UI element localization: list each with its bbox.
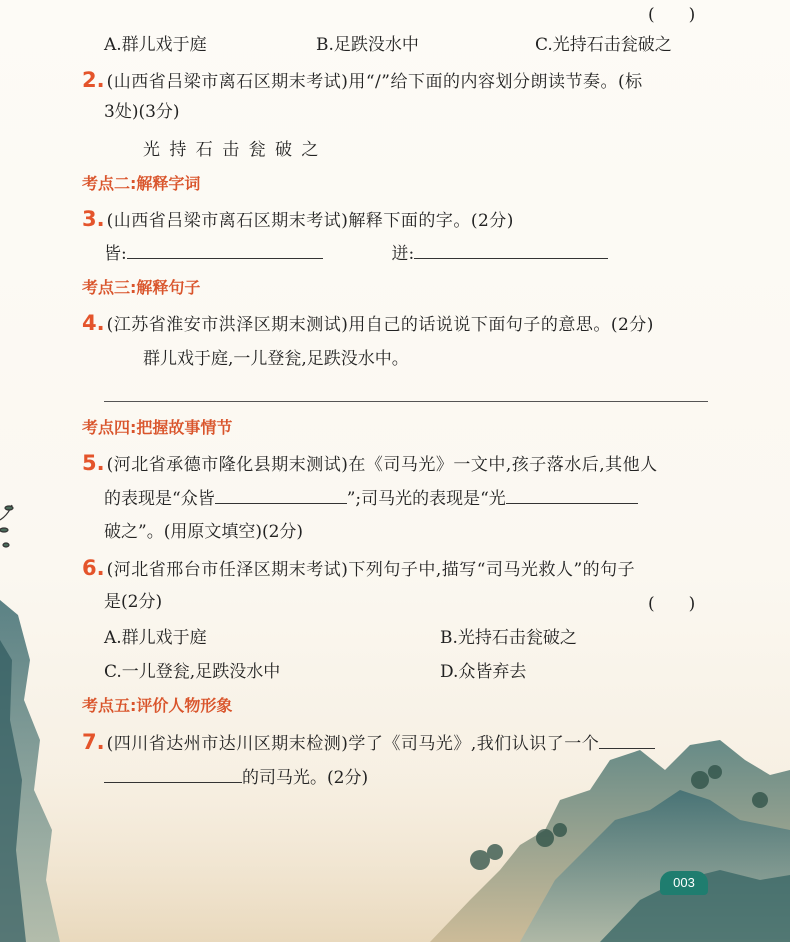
question-2-passage: 光 持 石 击 瓮 破 之 (143, 140, 321, 160)
question-text: 的司马光。(2分) (242, 768, 369, 788)
question-number: 5. (82, 451, 105, 475)
section-heading-5: 考点五:评价人物形象 (82, 696, 233, 715)
question-4-passage: 群儿戏于庭,一儿登瓮,足跌没水中。 (143, 349, 409, 369)
section-heading-3: 考点三:解释句子 (82, 278, 201, 297)
q1-option-c: C.光持石击瓮破之 (535, 35, 672, 55)
answer-paren-q1: ( ) (648, 5, 696, 25)
answer-blank-q7a[interactable] (599, 730, 655, 749)
q1-option-b: B.足跌没水中 (316, 35, 419, 55)
question-6-line1 (82, 555, 635, 583)
question-5-line3: 破之”。(用原文填空)(2分) (104, 522, 304, 542)
question-number: 6. (82, 556, 105, 580)
answer-blank-q7b[interactable] (104, 764, 242, 783)
question-text: (河北省承德市隆化县期末测试)在《司马光》一文中,孩子落水后,其他人 (106, 455, 658, 475)
answer-blank-beng[interactable] (414, 240, 608, 259)
answer-blank-guang[interactable] (506, 485, 638, 504)
question-5-line1 (82, 450, 658, 478)
question-text: (山西省吕梁市离石区期末考试)用“/”给下面的内容划分朗读节奏。(标 (106, 72, 643, 92)
question-2-line1 (82, 67, 643, 95)
question-2-line2: 3处)(3分) (104, 102, 180, 122)
question-4-line1 (82, 310, 654, 338)
section-heading-4: 考点四:把握故事情节 (82, 418, 233, 437)
question-3-line1 (82, 206, 514, 234)
question-6-line2: 是(2分) (104, 592, 163, 612)
q6-option-c: C.一儿登瓮,足跌没水中 (104, 662, 281, 682)
q6-option-a: A.群儿戏于庭 (104, 628, 207, 648)
question-5-line2 (104, 485, 638, 512)
question-3-answers (104, 240, 608, 267)
answer-line-q4[interactable] (104, 401, 708, 402)
page-number-badge: 003 (660, 871, 708, 895)
question-text: ”;司马光的表现是“光 (346, 489, 506, 509)
q6-option-d: D.众皆弃去 (440, 662, 527, 682)
question-7-line1 (82, 729, 655, 757)
question-text: (江苏省淮安市洪泽区期末测试)用自己的话说说下面句子的意思。(2分) (106, 315, 654, 335)
q6-option-b: B.光持石击瓮破之 (440, 628, 577, 648)
question-7-line2 (104, 764, 368, 791)
answer-blank-zhongjie[interactable] (215, 485, 347, 504)
question-text: (山西省吕梁市离石区期末考试)解释下面的字。(2分) (106, 211, 514, 231)
question-number: 4. (82, 311, 105, 335)
question-text: (四川省达州市达川区期末检测)学了《司马光》,我们认识了一个 (106, 734, 600, 754)
label-beng: 迸: (391, 244, 415, 264)
question-number: 7. (82, 730, 105, 754)
question-number: 2. (82, 68, 105, 92)
label-jie: 皆: (104, 244, 127, 264)
q1-option-a: A.群儿戏于庭 (104, 35, 207, 55)
answer-blank-jie[interactable] (127, 240, 323, 259)
section-heading-2: 考点二:解释字词 (82, 174, 201, 193)
question-text: (河北省邢台市任泽区期末考试)下列句子中,描写“司马光救人”的句子 (106, 560, 636, 580)
question-number: 3. (82, 207, 105, 231)
question-text: 的表现是“众皆 (104, 489, 215, 509)
answer-paren-q6[interactable]: ( ) (648, 594, 696, 614)
